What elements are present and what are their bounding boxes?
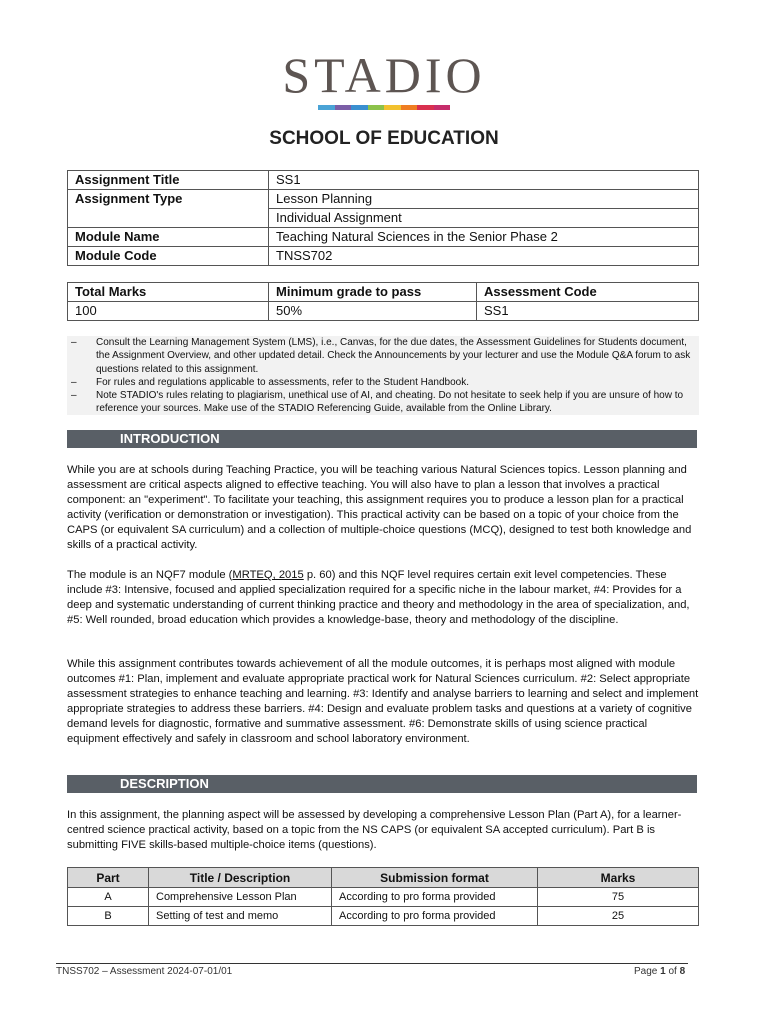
stadio-logo [0,47,768,110]
footer-document-code: TNSS702 – Assessment 2024-07-01/01 [56,966,233,977]
description-paragraph: In this assignment, the planning aspect will be assessed by developing a comprehensive Lesson Plan (Part A), for a learner-centred science practical activity, based on a topic from the NS CAPS (or equivalent SA accepted curriculum). Part B is submitting FIVE skills-based multiple-choice items (questions). [67,809,682,851]
part-title: Comprehensive Lesson Plan [149,888,332,907]
of-word: of [668,966,677,977]
table-row [68,190,699,209]
marks-value: 100 [68,302,269,321]
table-row [68,247,699,266]
footer-divider [56,963,688,964]
marks-value: SS1 [477,302,699,321]
info-label: Assignment Title [68,171,269,190]
part-title: Setting of test and memo [149,907,332,926]
note-item: – For rules and regulations applicable to assessments, refer to the Student Handbook. [71,376,695,389]
marks-value: 50% [269,302,477,321]
mrteq-reference-link[interactable]: MRTEQ, 2015 [232,569,304,581]
parts-header: Submission format [332,868,538,888]
marks-header: Total Marks [68,283,269,302]
info-value: Teaching Natural Sciences in the Senior Phase 2 [269,228,699,247]
part-letter: A [68,888,149,907]
description-heading: DESCRIPTION [120,776,209,791]
logo-bar-segment [401,105,418,110]
info-label: Module Code [68,247,269,266]
logo-color-bar [318,105,450,110]
parts-header: Title / Description [149,868,332,888]
page-total: 8 [679,966,686,977]
logo-bar-segment [368,105,385,110]
note-item: – Note STADIO's rules relating to plagiarism, unethical use of AI, and cheating. Do not hesitate to seek help if you are unsure of how to reference your sources. Make use of the STADIO Referencing Guide, available from the Online Library. [71,389,695,416]
logo-bar-segment [351,105,368,110]
logo-bar-segment [318,105,335,110]
paragraph-text: The module is an NQF7 module ( [67,569,233,581]
assessment-parts-table [67,867,699,926]
info-label: Module Name [68,228,269,247]
page-current: 1 [660,966,666,977]
logo-bar-segment [434,105,451,110]
info-value: Individual Assignment [269,209,699,228]
marks-header: Assessment Code [477,283,699,302]
table-row [68,868,699,888]
page-word: Page [634,966,658,977]
assignment-info-table [67,170,699,266]
info-value: TNSS702 [269,247,699,266]
info-value: SS1 [269,171,699,190]
logo-bar-segment [417,105,434,110]
introduction-paragraph-1: While you are at schools during Teaching Practice, you will be teaching various Natural Sciences topics. Lesson planning and assessment are critical aspects aligned to effective teaching. You will also have to plan a lesson that involves a practical component: an "experiment". To facilitate your teaching, this assignment requires you to produce a lesson plan for a practical activity (verification or demonstration or investigation). This practical activity can be based on a topic of your choice from the CAPS (or equivalent SA curriculum) and a collection of multiple-choice questions (MCQ), designed to test both knowledge and skills of a practical activity. [67,464,692,551]
parts-header: Part [68,868,149,888]
info-value: Lesson Planning [269,190,699,209]
table-row [68,888,699,907]
logo-wordmark: STADIO [282,47,486,103]
table-row [68,907,699,926]
table-row [68,283,699,302]
note-item: – Consult the Learning Management System (LMS), i.e., Canvas, for the due dates, the Assessment Guidelines for Students document, the Assignment Overview, and other updated detail. Check the Announcements by your lecturer and use the Module Q&A forum to ask questions related to this assignment. [71,336,695,376]
part-format: According to pro forma provided [332,888,538,907]
parts-header: Marks [538,868,699,888]
part-letter: B [68,907,149,926]
table-row [68,302,699,321]
info-label: Assignment Type [68,190,269,228]
part-format: According to pro forma provided [332,907,538,926]
logo-bar-segment [335,105,352,110]
school-title: SCHOOL OF EDUCATION [269,128,499,149]
marks-table [67,282,699,321]
part-marks: 25 [538,907,699,926]
table-row [68,171,699,190]
footer-page-number [634,966,685,977]
logo-bar-segment [384,105,401,110]
introduction-paragraph-3: While this assignment contributes towards achievement of all the module outcomes, it is perhaps most aligned with module outcomes #1: Plan, implement and evaluate appropriate practical work for Natural Sciences curriculum. #2: Select appropriate assessment strategies to enhance teaching and learning. #3: Identify and analyse barriers to learning and select and implement appropriate strategies to address these barriers. #4: Design and evaluate problem tasks and questions at a variety of cognitive demand levels for diagnostic, formative and summative assessment. #6: Demonstrate skills of using science practical equipment effectively and safely in classroom and school laboratory environment. [67,658,699,745]
introduction-heading-bar [67,430,697,448]
table-row [68,228,699,247]
paragraph-text: p. 60) and this NQF level requires certain exit level competencies. These include #3: Intensive, focused and applied specialization required for a specific niche in the labour market, #4: Provides for a deep and systematic understanding of current thinking practice and theory and methodology in the area of specialization, and, #5: Well rounded, broad education which provides a knowledge-base, theory and methodology of the discipline. [67,569,690,626]
introduction-heading: INTRODUCTION [120,431,220,446]
introduction-paragraph-2 [67,568,701,628]
description-heading-bar [67,775,697,793]
marks-header: Minimum grade to pass [269,283,477,302]
notes-box [67,336,699,415]
part-marks: 75 [538,888,699,907]
notes-list [71,336,695,416]
